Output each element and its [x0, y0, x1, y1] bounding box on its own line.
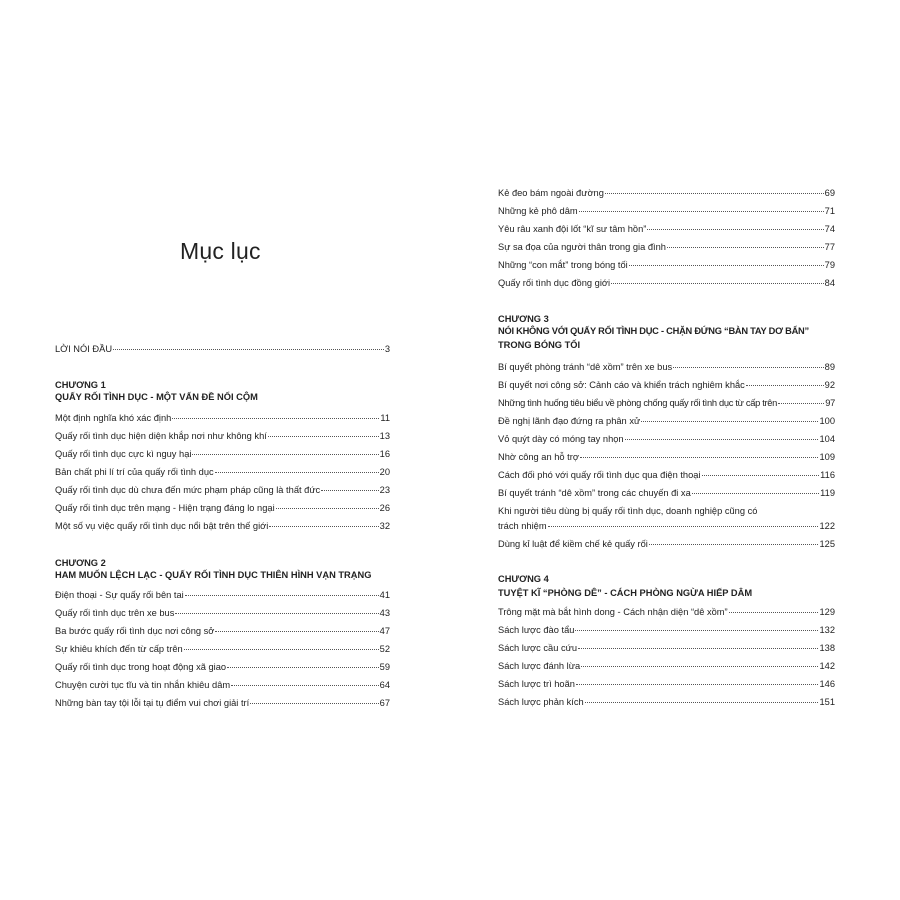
leader-dots	[673, 367, 823, 368]
toc-entry	[498, 379, 835, 391]
toc-entry	[498, 241, 835, 253]
entry-title: Cách đối phó với quấy rối tình dục qua điện thoại	[498, 470, 701, 480]
entry-page: 104	[819, 434, 835, 444]
toc-entry	[498, 205, 835, 217]
entry-page: 132	[819, 625, 835, 635]
leader-dots	[321, 490, 378, 491]
entry-page: 84	[824, 278, 835, 288]
entry-page: 69	[824, 188, 835, 198]
leader-dots	[576, 684, 819, 685]
entry-page: 43	[379, 608, 390, 618]
toc-entry-preface	[55, 343, 390, 355]
toc-entry	[55, 466, 390, 478]
toc-entry	[498, 277, 835, 289]
entry-page: 77	[824, 242, 835, 252]
entry-page: 97	[825, 398, 835, 408]
entry-page: 47	[379, 626, 390, 636]
leader-dots	[581, 666, 818, 667]
leader-dots	[192, 454, 378, 455]
entry-page: 92	[824, 380, 835, 390]
toc-entry	[498, 415, 835, 427]
entry-page: 138	[819, 643, 835, 653]
toc-title: Mục lục	[180, 238, 261, 264]
entry-title: Bí quyết tránh “dê xồm” trong các chuyến đi xa	[498, 488, 691, 498]
toc-entry	[498, 223, 835, 235]
chapter-title-continued: TRONG BÓNG TỐI	[498, 340, 581, 350]
entry-page: 146	[819, 679, 835, 689]
toc-entry	[498, 451, 835, 463]
leader-dots	[276, 508, 379, 509]
toc-entry	[498, 642, 835, 654]
toc-entry	[498, 538, 835, 550]
entry-page: 67	[379, 698, 390, 708]
leader-dots	[578, 648, 818, 649]
toc-entry	[55, 697, 390, 709]
leader-dots	[269, 526, 378, 527]
entry-title: Chuyện cười tục tĩu và tin nhắn khiêu dâm	[55, 680, 231, 690]
chapter-label: CHƯƠNG 3	[498, 314, 549, 324]
chapter-3-heading	[498, 313, 835, 351]
entry-page: 142	[819, 661, 835, 671]
entry-title: Trông mặt mà bắt hình dong - Cách nhận diện “dê xồm”	[498, 607, 728, 617]
leader-dots	[113, 349, 384, 350]
leader-dots	[548, 526, 819, 527]
entry-title: Kẻ đeo bám ngoài đường	[498, 188, 604, 198]
entry-page: 116	[820, 470, 835, 480]
leader-dots	[692, 493, 819, 494]
entry-title: Yêu râu xanh đội lốt “kĩ sư tâm hồn”	[498, 224, 647, 234]
entry-page: 89	[824, 362, 835, 372]
leader-dots	[575, 630, 818, 631]
chapter-title: HAM MUỐN LỆCH LẠC - QUẤY RỐI TÌNH DỤC THIÊN HÌNH VẠN TRẠNG	[55, 570, 372, 580]
entry-title: Quấy rối tình dục dù chưa đến mức phạm pháp cũng là thất đức	[55, 485, 321, 495]
entry-title: Những “con mắt” trong bóng tối	[498, 260, 628, 270]
leader-dots	[641, 421, 818, 422]
toc-entry	[498, 624, 835, 636]
entry-title-continued: trách nhiệm	[498, 521, 547, 531]
toc-entry	[498, 660, 835, 672]
leader-dots	[629, 265, 824, 266]
leader-dots	[580, 457, 819, 458]
entry-title: Quấy rối tình dục trong hoạt động xã giao	[55, 662, 227, 672]
chapter-4-heading	[498, 573, 835, 599]
entry-page: 119	[820, 488, 835, 498]
entry-page: 26	[379, 503, 390, 513]
toc-entry	[55, 625, 390, 637]
entry-title: Quấy rối tình dục trên xe bus	[55, 608, 175, 618]
leader-dots	[746, 385, 824, 386]
entry-page: 71	[824, 206, 835, 216]
entry-title: Sách lược trì hoãn	[498, 679, 575, 689]
entry-title: Sách lược đào tẩu	[498, 625, 575, 635]
chapter-1-heading	[55, 379, 390, 403]
leader-dots	[625, 439, 819, 440]
entry-title: Điện thoại - Sự quấy rối bên tai	[55, 590, 184, 600]
leader-dots	[184, 649, 379, 650]
leader-dots	[702, 475, 820, 476]
leader-dots	[227, 667, 379, 668]
toc-entry	[498, 606, 835, 618]
entry-page: 125	[819, 539, 835, 549]
entry-page: 79	[824, 260, 835, 270]
entry-page: 41	[379, 590, 390, 600]
entry-page: 11	[380, 413, 390, 423]
leader-dots	[647, 229, 823, 230]
entry-title: Quấy rối tình dục đồng giới	[498, 278, 611, 288]
entry-title: Ba bước quấy rối tình dục nơi công sở	[55, 626, 215, 636]
entry-page: 32	[379, 521, 390, 531]
leader-dots	[667, 247, 824, 248]
entry-page: 3	[384, 344, 390, 354]
entry-title: Nhờ công an hỗ trợ	[498, 452, 579, 462]
entry-title: Khi người tiêu dùng bị quấy rối tình dục, doanh nghiệp cũng có	[498, 506, 758, 516]
toc-entry	[55, 589, 390, 601]
leader-dots	[185, 595, 379, 596]
chapter-label: CHƯƠNG 4	[498, 574, 549, 584]
toc-entry	[55, 607, 390, 619]
entry-title: Bí quyết nơi công sở: Cảnh cáo và khiển trách nghiêm khắc	[498, 380, 745, 390]
entry-page: 59	[379, 662, 390, 672]
entry-title: Những bàn tay tội lỗi tại tụ điểm vui chơi giải trí	[55, 698, 250, 708]
leader-dots	[250, 703, 378, 704]
entry-title: Đề nghị lãnh đạo đứng ra phân xử	[498, 416, 641, 426]
toc-entry	[55, 661, 390, 673]
entry-page: 129	[819, 607, 835, 617]
entry-title: Những kẻ phô dâm	[498, 206, 578, 216]
toc-entry	[55, 412, 390, 424]
leader-dots	[175, 613, 378, 614]
entry-page: 109	[819, 452, 835, 462]
leader-dots	[649, 544, 819, 545]
entry-title: Một số vụ việc quấy rối tình dục nổi bật trên thế giới	[55, 521, 269, 531]
toc-entry	[55, 484, 390, 496]
entry-page: 151	[819, 697, 835, 707]
chapter-title: NÓI KHÔNG VỚI QUẤY RỐI TÌNH DỤC - CHẶN ĐỨNG “BÀN TAY DƠ BẨN”	[498, 326, 809, 336]
chapter-title: TUYỆT KĨ “PHÒNG DÊ” - CÁCH PHÒNG NGỪA HIẾP DÂM	[498, 588, 753, 598]
entry-title: Vỏ quýt dày có móng tay nhọn	[498, 434, 624, 444]
entry-page: 16	[379, 449, 390, 459]
chapter-title: QUẤY RỐI TÌNH DỤC - MỘT VẤN ĐỀ NỔI CỘM	[55, 392, 258, 402]
leader-dots	[215, 631, 378, 632]
entry-title: Sách lược cầu cứu	[498, 643, 578, 653]
entry-title: Sách lược phản kích	[498, 697, 584, 707]
toc-entry	[55, 679, 390, 691]
toc-entry	[498, 259, 835, 271]
toc-entry	[498, 505, 835, 532]
chapter-2-heading	[55, 557, 390, 581]
leader-dots	[579, 211, 824, 212]
entry-page: 74	[824, 224, 835, 234]
entry-page: 13	[379, 431, 390, 441]
toc-entry	[498, 433, 835, 445]
chapter-label: CHƯƠNG 1	[55, 380, 106, 390]
entry-page: 64	[379, 680, 390, 690]
toc-entry	[498, 361, 835, 373]
toc-entry	[498, 397, 835, 409]
leader-dots	[172, 418, 379, 419]
toc-entry	[55, 502, 390, 514]
leader-dots	[215, 472, 379, 473]
entry-title: Một định nghĩa khó xác định	[55, 413, 172, 423]
toc-entry	[498, 187, 835, 199]
toc-entry	[498, 469, 835, 481]
toc-entry	[498, 696, 835, 708]
entry-title: Sự sa đọa của người thân trong gia đình	[498, 242, 666, 252]
entry-title: Dùng kỉ luật để kiềm chế kẻ quấy rối	[498, 539, 648, 549]
leader-dots	[268, 436, 379, 437]
leader-dots	[778, 403, 824, 404]
toc-entry	[55, 430, 390, 442]
entry-title: Bí quyết phòng tránh “dê xồm” trên xe bus	[498, 362, 673, 372]
entry-title: Quấy rối tình dục cực kì nguy hại	[55, 449, 192, 459]
entry-title: Những tình huống tiêu biểu về phòng chống quấy rối tình dục từ cấp trên	[498, 398, 778, 408]
entry-title: LỜI NÓI ĐẦU	[55, 344, 113, 354]
entry-page: 122	[819, 521, 835, 531]
entry-page: 100	[819, 416, 835, 426]
leader-dots	[585, 702, 819, 703]
leader-dots	[729, 612, 819, 613]
toc-entry	[498, 487, 835, 499]
toc-entry	[55, 448, 390, 460]
entry-page: 20	[379, 467, 390, 477]
leader-dots	[611, 283, 824, 284]
entry-title: Bản chất phi lí trí của quấy rối tình dục	[55, 467, 214, 477]
toc-entry	[55, 520, 390, 532]
entry-title: Sự khiêu khích đến từ cấp trên	[55, 644, 183, 654]
chapter-label: CHƯƠNG 2	[55, 558, 106, 568]
entry-page: 52	[379, 644, 390, 654]
leader-dots	[231, 685, 379, 686]
entry-title: Quấy rối tình dục hiện diện khắp nơi như không khí	[55, 431, 267, 441]
entry-page: 23	[379, 485, 390, 495]
toc-entry	[498, 678, 835, 690]
entry-title: Quấy rối tình dục trên mạng - Hiện trạng đáng lo ngại	[55, 503, 275, 513]
leader-dots	[605, 193, 824, 194]
toc-entry	[55, 643, 390, 655]
entry-title: Sách lược đánh lừa	[498, 661, 581, 671]
